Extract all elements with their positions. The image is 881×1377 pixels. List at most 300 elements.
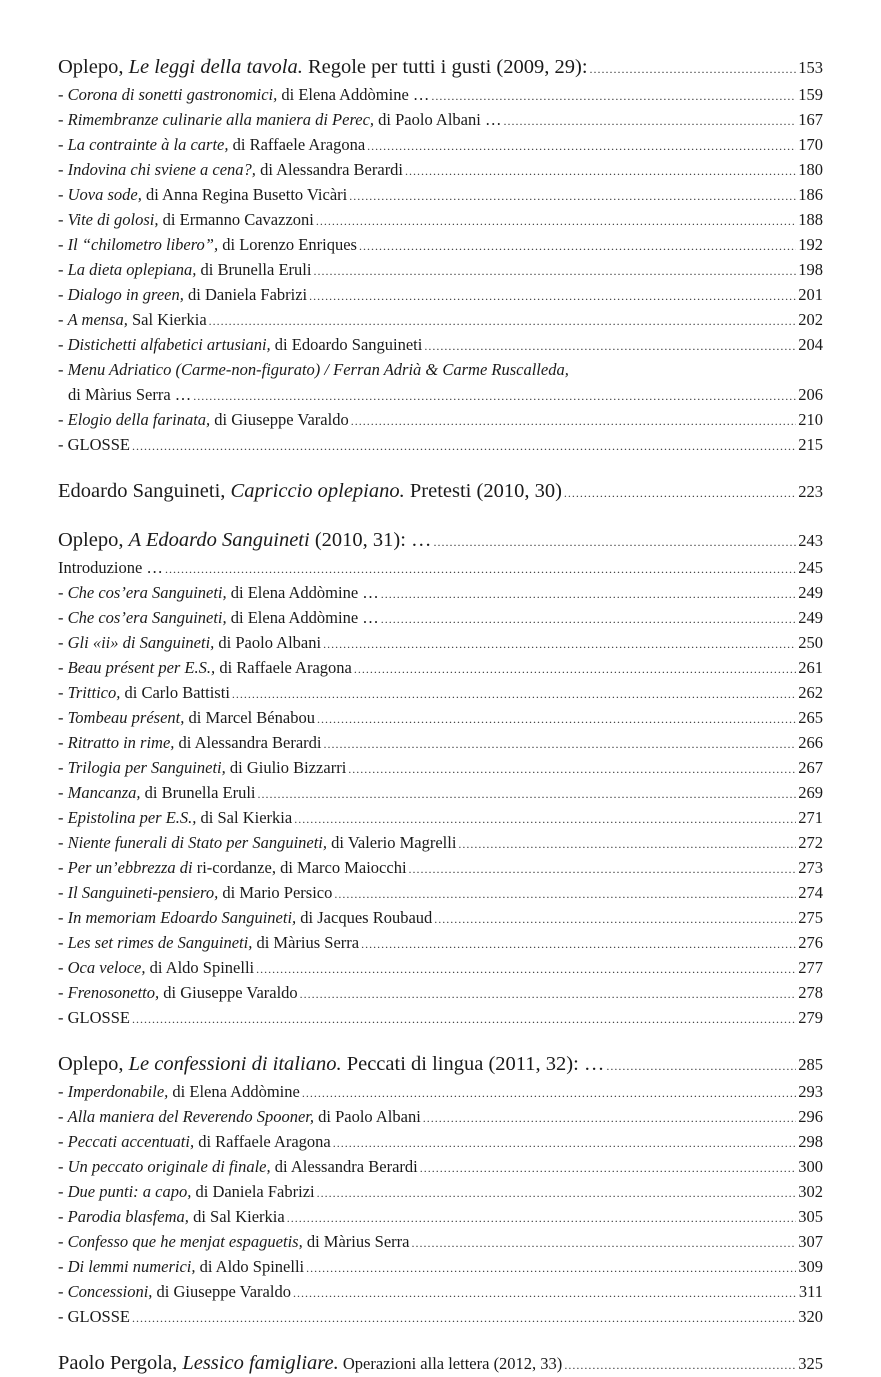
page-number: 170: [798, 135, 823, 154]
toc-entry: [58, 958, 823, 979]
entry-title: Di lemmi numerici,: [67, 1257, 196, 1276]
entry-title: Ritratto in rime,: [67, 733, 175, 752]
entry-label: [58, 1307, 130, 1327]
dot-leader: [313, 261, 796, 281]
page-number: 266: [798, 733, 823, 752]
dot-leader: [424, 336, 796, 356]
entry-label: [58, 683, 230, 703]
entry-label: [58, 85, 429, 105]
page-number: 192: [798, 235, 823, 254]
entry-prefix: -: [58, 808, 68, 827]
entry-title: Concessioni,: [67, 1282, 153, 1301]
page-number: 300: [798, 1157, 823, 1176]
entry-label: [58, 360, 569, 380]
entry-title: Due punti: a capo,: [67, 1182, 192, 1201]
entry-author: di Paolo Albani: [314, 1107, 421, 1126]
entry-author: di Giuseppe Varaldo: [159, 983, 298, 1002]
entry-author: ri-cordanze, di Marco Maiocchi: [192, 858, 407, 877]
toc-entry: [58, 1082, 823, 1103]
entry-author: di Elena Addòmine …: [226, 583, 379, 602]
entry-title: Peccati accentuati,: [67, 1132, 195, 1151]
entry-label: [58, 708, 315, 728]
page-number: 180: [798, 160, 823, 179]
dot-leader: [381, 584, 796, 604]
entry-prefix: -: [58, 933, 68, 952]
toc-entry: [58, 335, 823, 356]
entry-prefix: -: [58, 135, 68, 154]
entry-author: di Raffaele Aragona: [228, 135, 366, 154]
entry-prefix: -: [58, 583, 68, 602]
toc-entry: [58, 135, 823, 156]
page-number: 201: [798, 285, 823, 304]
entry-author: di Elena Addòmine …: [277, 85, 430, 104]
entry-label: [58, 1351, 562, 1376]
dot-leader: [606, 1054, 796, 1078]
entry-label: [58, 110, 501, 130]
entry-label: [58, 608, 379, 628]
page-number: 223: [798, 482, 823, 501]
entry-prefix: -: [58, 110, 68, 129]
section-heading: [58, 479, 823, 505]
toc-entry: [58, 833, 823, 854]
entry-title: Per un’ebbrezza di: [67, 858, 193, 877]
entry-author: di Giuseppe Varaldo: [210, 410, 349, 429]
entry-prefix: -: [58, 733, 68, 752]
entry-label: [58, 1082, 300, 1102]
page-number: 273: [798, 858, 823, 877]
toc-entry: [58, 1157, 823, 1178]
page-number: 245: [798, 558, 823, 577]
entry-label: [58, 758, 346, 778]
toc-entry: [58, 410, 823, 431]
toc-entry: [58, 583, 823, 604]
toc-entry: [58, 783, 823, 804]
entry-prefix: Paolo Pergola,: [58, 1352, 183, 1374]
toc-entry: [58, 435, 823, 456]
entry-prefix: -: [58, 360, 68, 379]
toc-entry: [58, 160, 823, 181]
page-number: 302: [798, 1182, 823, 1201]
toc-entry: [58, 883, 823, 904]
entry-title: Trittico,: [67, 683, 121, 702]
entry-label: [58, 1182, 315, 1202]
dot-leader: [405, 161, 796, 181]
entry-title: La dieta oplepiana,: [67, 260, 197, 279]
page-number: 275: [798, 908, 823, 927]
section-heading: [58, 528, 823, 554]
dot-leader: [423, 1108, 796, 1128]
toc-entry-continuation: [58, 385, 823, 406]
page-number: 271: [798, 808, 823, 827]
entry-prefix: -: [58, 335, 68, 354]
entry-prefix: Oplepo,: [58, 56, 129, 78]
page-number: 278: [798, 983, 823, 1002]
page-number: 309: [798, 1257, 823, 1276]
dot-leader: [351, 411, 797, 431]
entry-prefix: -: [58, 435, 68, 454]
entry-label: [58, 285, 307, 305]
entry-label: [58, 410, 349, 430]
entry-title: Beau présent per E.S.,: [67, 658, 216, 677]
entry-title: La contrainte à la carte,: [67, 135, 229, 154]
entry-label: [58, 1107, 421, 1127]
entry-title: Les set rimes de Sanguineti,: [67, 933, 253, 952]
toc-entry: [58, 1182, 823, 1203]
page-number: 277: [798, 958, 823, 977]
entry-prefix: -: [58, 908, 68, 927]
entry-title: Dialogo in green,: [67, 285, 184, 304]
page-number: 249: [798, 608, 823, 627]
entry-author: di Edoardo Sanguineti: [270, 335, 423, 354]
entry-label: [58, 1282, 291, 1302]
dot-leader: [323, 634, 796, 654]
entry-title: Trilogia per Sanguineti,: [67, 758, 226, 777]
entry-label: [58, 808, 292, 828]
entry-prefix: -: [58, 683, 68, 702]
entry-title: Gli «ii» di Sanguineti,: [67, 633, 215, 652]
page-number: 204: [798, 335, 823, 354]
entry-prefix: -: [58, 983, 68, 1002]
entry-prefix: -: [58, 1082, 68, 1101]
entry-title: Imperdonabile,: [67, 1082, 169, 1101]
entry-label: [58, 335, 422, 355]
entry-title: Le confessioni di italiano.: [128, 1053, 342, 1075]
entry-title: In memoriam Edoardo Sanguineti,: [67, 908, 297, 927]
entry-author: di Carlo Battisti: [120, 683, 230, 702]
entry-prefix: -: [58, 833, 68, 852]
entry-label: [58, 1132, 331, 1152]
entry-label: [58, 55, 588, 79]
entry-label: [58, 310, 207, 330]
entry-prefix: -: [58, 410, 68, 429]
toc-entry: [58, 310, 823, 331]
entry-title: Frenosonetto,: [67, 983, 160, 1002]
dot-leader: [165, 559, 796, 579]
entry-title: Distichetti alfabetici artusiani,: [67, 335, 271, 354]
dot-leader: [349, 186, 796, 206]
dot-leader: [431, 86, 796, 106]
entry-title: Menu Adriatico (Carme-non-figurato) / Ferran Adrià & Carme Ruscalleda,: [67, 360, 569, 379]
toc-entry: [58, 1008, 823, 1029]
dot-leader: [294, 809, 796, 829]
entry-label: [58, 1207, 285, 1227]
entry-author: di Giulio Bizzarri: [225, 758, 347, 777]
page-number: 307: [798, 1232, 823, 1251]
dot-leader: [193, 386, 796, 406]
page-number: 261: [798, 658, 823, 677]
toc-entry: [58, 1307, 823, 1328]
entry-prefix: -: [58, 1182, 68, 1201]
page-number: 188: [798, 210, 823, 229]
entry-author: GLOSSE: [67, 1008, 130, 1027]
dot-leader: [232, 684, 796, 704]
entry-prefix: -: [58, 658, 68, 677]
page-number: 159: [798, 85, 823, 104]
entry-title: Niente funerali di Stato per Sanguineti,: [67, 833, 328, 852]
dot-leader: [434, 909, 796, 929]
entry-title: Lessico famigliare.: [182, 1352, 339, 1374]
entry-prefix: -: [58, 310, 68, 329]
entry-label: [58, 833, 456, 853]
dot-leader: [132, 1009, 796, 1029]
page-number: 243: [798, 531, 823, 550]
dot-leader: [381, 609, 796, 629]
dot-leader: [359, 236, 796, 256]
entry-prefix: -: [58, 633, 68, 652]
page-number: 202: [798, 310, 823, 329]
page-number: 274: [798, 883, 823, 902]
page-number: 186: [798, 185, 823, 204]
entry-author: di Marcel Bénabou: [184, 708, 315, 727]
toc-entry: [58, 858, 823, 879]
page-number: 249: [798, 583, 823, 602]
entry-label: [58, 435, 130, 455]
entry-author: di Giuseppe Varaldo: [152, 1282, 291, 1301]
entry-title: Vite di golosi,: [67, 210, 159, 229]
entry-prefix: -: [58, 235, 68, 254]
entry-author: di Sal Kierkia: [188, 1207, 285, 1226]
entry-prefix: -: [58, 85, 68, 104]
toc-entry: [58, 983, 823, 1004]
entry-author: GLOSSE: [67, 1307, 130, 1326]
entry-prefix: -: [58, 260, 68, 279]
entry-title: Tombeau présent,: [67, 708, 185, 727]
entry-prefix: Oplepo,: [58, 1053, 129, 1075]
entry-author: Operazioni alla lettera (2012, 33): [338, 1354, 563, 1373]
page-number: 293: [798, 1082, 823, 1101]
entry-title: Rimembranze culinarie alla maniera di Perec,: [67, 110, 375, 129]
dot-leader: [354, 659, 796, 679]
entry-label: [58, 1257, 304, 1277]
entry-label: [58, 658, 352, 678]
entry-author: Sal Kierkia: [127, 310, 207, 329]
dot-leader: [324, 734, 797, 754]
dot-leader: [317, 1183, 797, 1203]
entry-author: di Alessandra Berardi: [255, 160, 404, 179]
entry-label: [58, 260, 311, 280]
section-heading: [58, 1052, 823, 1078]
dot-leader: [412, 1233, 797, 1253]
dot-leader: [334, 884, 796, 904]
toc-entry: [58, 908, 823, 929]
dot-leader: [302, 1083, 796, 1103]
toc-entry: [58, 658, 823, 679]
entry-prefix: -: [58, 160, 68, 179]
entry-title: Mancanza,: [67, 783, 141, 802]
entry-author: GLOSSE: [67, 435, 130, 454]
entry-label: [58, 883, 332, 903]
entry-title: Il “chilometro libero”,: [67, 235, 219, 254]
page-number: 250: [798, 633, 823, 652]
entry-author: di Daniela Fabrizi: [191, 1182, 315, 1201]
dot-leader: [434, 530, 797, 554]
entry-prefix: -: [58, 708, 68, 727]
toc-entry: [58, 633, 823, 654]
dot-leader: [209, 311, 797, 331]
entry-author: di Ermanno Cavazzoni: [158, 210, 314, 229]
entry-label: [58, 583, 379, 603]
toc-entry: [58, 558, 823, 579]
entry-title: Indovina chi sviene a cena?,: [67, 160, 256, 179]
dot-leader: [316, 211, 796, 231]
entry-author: di Valerio Magrelli: [327, 833, 457, 852]
toc-entry: [58, 733, 823, 754]
entry-label: [58, 1052, 604, 1076]
entry-prefix: -: [58, 210, 68, 229]
entry-author: di Màrius Serra …: [68, 385, 192, 404]
entry-label: [58, 1232, 410, 1252]
page-number: 206: [798, 385, 823, 404]
toc-entry: [58, 1257, 823, 1278]
section-heading: [58, 1351, 823, 1377]
entry-prefix: -: [58, 1282, 68, 1301]
entry-author: di Mario Persico: [218, 883, 333, 902]
toc-entry: [58, 185, 823, 206]
entry-prefix: -: [58, 883, 68, 902]
entry-author: di Alessandra Berardi: [270, 1157, 418, 1176]
entry-prefix: -: [58, 1232, 68, 1251]
entry-author: di Elena Addòmine: [168, 1082, 300, 1101]
entry-prefix: -: [58, 608, 68, 627]
dot-leader: [287, 1208, 797, 1228]
entry-label: [58, 210, 314, 230]
page-number: 298: [798, 1132, 823, 1151]
entry-title: Elogio della farinata,: [67, 410, 211, 429]
entry-label: [58, 983, 298, 1003]
dot-leader: [300, 984, 797, 1004]
entry-label: [58, 733, 322, 753]
dot-leader: [256, 959, 796, 979]
entry-prefix: -: [58, 285, 68, 304]
page-number: 167: [798, 110, 823, 129]
toc-entry: [58, 683, 823, 704]
entry-prefix: -: [58, 1207, 68, 1226]
dot-leader: [348, 759, 796, 779]
dot-leader: [309, 286, 796, 306]
entry-prefix: -: [58, 858, 68, 877]
entry-author: di Paolo Albani …: [374, 110, 502, 129]
page-number: 153: [798, 58, 823, 77]
entry-title: Che cos’era Sanguineti,: [67, 583, 227, 602]
toc-entry: [58, 210, 823, 231]
dot-leader: [367, 136, 796, 156]
entry-author: di Raffaele Aragona: [215, 658, 352, 677]
entry-label: [58, 908, 432, 928]
entry-prefix: -: [58, 1307, 68, 1326]
entry-prefix: -: [58, 1257, 68, 1276]
entry-title: Corona di sonetti gastronomici,: [67, 85, 278, 104]
entry-label: [58, 160, 403, 180]
dot-leader: [564, 1353, 796, 1377]
dot-leader: [361, 934, 796, 954]
entry-author: di Brunella Eruli: [196, 260, 312, 279]
toc-entry: [58, 1282, 823, 1303]
entry-label: [58, 185, 347, 205]
toc-entry: [58, 235, 823, 256]
entry-author: di Elena Addòmine …: [226, 608, 379, 627]
entry-title: A Edoardo Sanguineti: [128, 529, 310, 551]
entry-title: Il Sanguineti-pensiero,: [67, 883, 219, 902]
page-number: 269: [798, 783, 823, 802]
entry-author: Peccati di lingua (2011, 32): …: [341, 1053, 605, 1075]
entry-prefix: Oplepo,: [58, 529, 129, 551]
entry-author: di Anna Regina Busetto Vicàri: [141, 185, 348, 204]
entry-author: di Raffaele Aragona: [194, 1132, 331, 1151]
entry-author: Regole per tutti i gusti (2009, 29):: [302, 56, 588, 78]
toc-entry: [58, 1107, 823, 1128]
entry-label: [58, 1157, 418, 1177]
entry-prefix: -: [58, 1008, 68, 1027]
entry-author: di Màrius Serra: [302, 1232, 410, 1251]
page-number: 210: [798, 410, 823, 429]
entry-label: [58, 135, 365, 155]
entry-title: Alla maniera del Reverendo Spooner,: [67, 1107, 314, 1126]
entry-title: Uova sode,: [67, 185, 142, 204]
toc-entry: [58, 708, 823, 729]
entry-author: di Alessandra Berardi: [174, 733, 322, 752]
dot-leader: [258, 784, 797, 804]
page-number: 320: [798, 1307, 823, 1326]
dot-leader: [306, 1258, 796, 1278]
toc-entry: [58, 110, 823, 131]
entry-prefix: -: [58, 1157, 68, 1176]
entry-label: [58, 783, 256, 803]
entry-author: di Brunella Eruli: [140, 783, 256, 802]
entry-label: [58, 479, 562, 503]
toc-entry: [58, 285, 823, 306]
entry-author: Introduzione …: [58, 558, 163, 577]
entry-prefix: -: [58, 1132, 68, 1151]
dot-leader: [503, 111, 796, 131]
dot-leader: [317, 709, 796, 729]
entry-label: [58, 633, 321, 653]
page-number: 215: [798, 435, 823, 454]
entry-title: A mensa,: [67, 310, 128, 329]
dot-leader: [293, 1283, 797, 1303]
entry-title: Le leggi della tavola.: [128, 56, 303, 78]
toc-entry: [58, 1132, 823, 1153]
toc-entry: [58, 758, 823, 779]
entry-prefix: Edoardo Sanguineti,: [58, 480, 231, 502]
toc-entry: [58, 260, 823, 281]
page-number: 262: [798, 683, 823, 702]
entry-title: Epistolina per E.S.,: [67, 808, 197, 827]
entry-title: Oca veloce,: [67, 958, 146, 977]
entry-title: Che cos’era Sanguineti,: [67, 608, 227, 627]
entry-author: di Aldo Spinelli: [195, 1257, 305, 1276]
toc-entry: [58, 1232, 823, 1253]
page-number: 311: [798, 1282, 823, 1301]
page-number: 325: [798, 1354, 823, 1373]
entry-label: [58, 558, 163, 578]
entry-label: [58, 933, 359, 953]
entry-author: di Daniela Fabrizi: [183, 285, 308, 304]
entry-author: Pretesti (2010, 30): [404, 480, 562, 502]
entry-label: [58, 858, 407, 878]
entry-prefix: -: [58, 758, 68, 777]
dot-leader: [333, 1133, 796, 1153]
entry-label: [58, 528, 432, 552]
entry-title: Un peccato originale di finale,: [67, 1157, 271, 1176]
dot-leader: [590, 57, 797, 81]
section-heading: [58, 55, 823, 81]
dot-leader: [132, 436, 796, 456]
entry-label: [58, 1008, 130, 1028]
dot-leader: [132, 1308, 796, 1328]
toc-entry: [58, 808, 823, 829]
entry-author: di Màrius Serra: [252, 933, 360, 952]
entry-label: [58, 958, 254, 978]
